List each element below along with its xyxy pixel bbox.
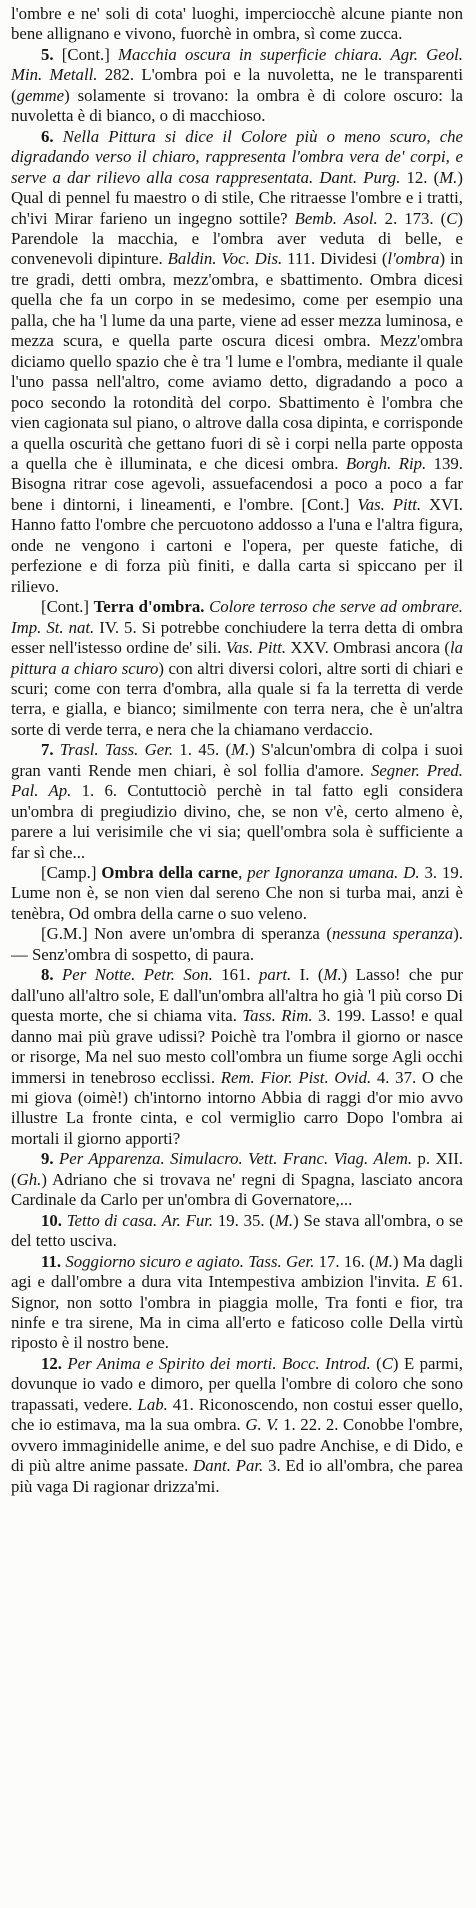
body-text: XVI. Hanno fatto l'ombre che percuotono addosso a l'una e l'altra figura, onde ne vengono i cartoni e l'opera, per queste fatiche, di perfezione e di forza più finiti, e dalla carta si spiccano per il rilievo. [11, 494, 464, 596]
body-text: ) solamente si trovano: la ombra è di colore oscuro: la nuvoletta è di bianco, o di macchioso. [11, 85, 463, 126]
italic-citation: Per Notte. Petr. Son. [62, 965, 213, 985]
dictionary-paragraph [11, 45, 463, 127]
body-text: [Camp.] [41, 863, 102, 883]
italic-citation: Bemb. Asol. [294, 208, 378, 228]
dictionary-paragraph [11, 127, 463, 597]
body-text: [G.M.] Non avere un'ombra di speranza ( [41, 924, 332, 944]
body-text: 111. Dividesi ( [282, 249, 388, 269]
body-text: ) con altri diversi colori, altre sorti di chiari e scuri; come con terra d'ombra, alla quale si fa la terretta di verde terra, e gialla, e bianco; similmente con terra nera, che è un'altra sorte di verde terra, e nera che la chiamano verdaccio. [11, 658, 463, 739]
dictionary-paragraph [11, 924, 463, 965]
body-text: I. ( [291, 965, 324, 985]
body-text: 1. 45. ( [173, 740, 232, 760]
sense-number-or-headword: 8. [41, 965, 54, 985]
italic-citation: Borgh. Rip. [345, 453, 427, 473]
dictionary-paragraph [11, 740, 463, 863]
dictionary-paragraph [11, 1211, 463, 1252]
body-text: XXV. Ombrasi ancora ( [286, 638, 450, 658]
body-text: 2. 173. ( [377, 208, 447, 228]
italic-citation: nessuna speranza [332, 924, 454, 944]
body-text: ) Lasso! che pur dall'uno all'altro sole, E dall'un'ombra all'altra ho già 'l più corso Di questa morte, che si chiama vita. [11, 965, 463, 1026]
body-text: 17. 16. ( [314, 1251, 375, 1271]
italic-citation: Vas. Pitt. [357, 494, 422, 514]
italic-citation: Soggiorno sicuro e agiato. Tass. Ger. [65, 1251, 315, 1271]
italic-citation: gemme [16, 85, 65, 105]
italic-citation: C [446, 208, 458, 228]
sense-number-or-headword: 11. [41, 1251, 62, 1271]
italic-citation: Trasl. Tass. Ger. [59, 740, 174, 760]
dictionary-paragraph [11, 1354, 463, 1497]
sense-number-or-headword: 12. [41, 1353, 62, 1373]
body-text [54, 127, 63, 146]
sense-number-or-headword: 7. [41, 740, 54, 760]
italic-citation: Vas. Pitt. [225, 638, 287, 658]
dictionary-paragraph [11, 4, 463, 45]
italic-citation: Colore terroso che serve ad ombrare. Imp. St. nat. [11, 597, 463, 637]
dictionary-paragraph [11, 863, 463, 924]
body-text: 3. Ed io all'ombra, che parea più vaga Di ragionar drizza'mi. [11, 1456, 463, 1496]
body-text: , [238, 863, 248, 883]
body-text: 61. Signor, non sotto l'ombra in piaggia molle, Tra fonti e fior, tra ninfe e tra sirene, Ma in cima all'erto e faticoso colle Della virtù riposto è il nostro bene. [11, 1272, 464, 1353]
italic-citation: M. [374, 1251, 393, 1271]
italic-citation: Baldin. Voc. Dis. [167, 249, 283, 269]
italic-citation: per Ignoranza umana. D. [247, 863, 420, 883]
sense-number-or-headword: Terra d'ombra. [93, 597, 205, 617]
body-text: 282. L'ombra poi e la nuvoletta, ne le transparenti ( [11, 65, 463, 105]
body-text: 4. 37. O che mi giova (oimè!) ch'intorno intorno Abbia di raggi d'or mio avvo illustre La fronte cinta, e col vermiglio carro Dopo l'ombra ai mortali il giorno apporti? [11, 1067, 463, 1148]
body-text: IV. 5. Si potrebbe conchiudere la terra detta di ombra esser nell'istesso ordine de' sili. [11, 617, 463, 658]
body-text [54, 965, 62, 984]
italic-citation: Per Apparenza. Simulacro. Vett. Franc. Viag. Alem. [59, 1149, 413, 1169]
italic-citation: M. [439, 167, 458, 187]
dictionary-paragraph [11, 1252, 463, 1354]
body-text: ) in tre gradi, detti ombra, mezz'ombra, e sbattimento. Ombra dicesi quella che fa un corpo in se medesimo, come per esempio una palla, che ha 'l lume da una parte, viene ad esser mezza luminosa, e mezza scura, e quella parte oscura dicesi ombra. Mezz'ombra diciamo quello spazio che è tra 'l lume e l'ombra, mediante il quale l'uno passa nell'altro, come aviamo detto, digradando a poco a poco secondo la rotondità del corpo. Sbattimento è l'ombra che vien cagionata sul piano, o altrove dalla cosa dipinta, e corrisponde a quella oscurità che gettano fuori di sè i corpi nella parte opposta a quella che è illuminata, e che dicesi ombra. [11, 249, 464, 473]
body-text: ) Adriano che si trovava ne' regni di Spagna, lasciato ancora Cardinale da Carlo per un'ombra di Governatore,... [11, 1169, 463, 1210]
italic-citation: Dant. Par. [193, 1456, 264, 1476]
italic-citation: M. [323, 965, 342, 985]
sense-number-or-headword: 10. [41, 1210, 62, 1230]
italic-citation: Lab. [137, 1394, 168, 1414]
body-text: [Cont.] [41, 597, 94, 617]
body-text: 1. 22. 2. Conobbe l'ombre, ovvero immaginidelle anime, e del suo padre Anchise, e di Dido, e di più altre anime passate. [11, 1415, 463, 1476]
body-text: ) Se stava all'ombra, o se del tetto usciva. [11, 1210, 463, 1251]
italic-citation: G. V. [245, 1415, 279, 1435]
sense-number-or-headword: 6. [41, 126, 54, 146]
italic-citation: Macchia oscura in superficie chiara. Agr. Geol. Min. Metall. [11, 44, 463, 85]
body-text: ) S'alcun'ombra di colpa i suoi gran vanti Rende men chiari, è sol follia d'amore. [11, 740, 463, 780]
body-text: ) Qual di pennel fu maestro o di stile, Che ritraesse l'ombre e i tratti, ch'ivi Mirar farieno un ingegno sottile? [11, 167, 463, 228]
italic-citation: la pittura a chiaro scuro [11, 638, 463, 678]
sense-number-or-headword: 5. [41, 44, 54, 64]
body-text: [Cont.] [53, 44, 119, 64]
sense-number-or-headword: 9. [41, 1149, 54, 1169]
body-text: ( [370, 1353, 382, 1373]
dictionary-paragraph [11, 597, 463, 740]
body-text: 19. 35. ( [213, 1210, 275, 1230]
italic-citation: Rem. Fior. Pist. Ovid. [220, 1067, 372, 1087]
italic-citation: M. [274, 1210, 294, 1230]
italic-citation: M. [231, 740, 250, 760]
italic-citation: Tetto di casa. Ar. Fur. [66, 1210, 214, 1230]
body-text: 41. Riconoscendo, non costui esser quello, che io estimava, ma la sua ombra. [11, 1394, 463, 1435]
body-text: ) Parendole la macchia, e l'ombra aver veduta di belle, e convenevoli dipinture. [11, 208, 463, 269]
body-text: p. XII. ( [11, 1149, 464, 1189]
italic-citation: part. [259, 965, 292, 985]
body-text: 3. 19. Lume non è, se non vien dal sereno Che non si turba mai, anzi è tenèbra, Od ombra della carne o suo veleno. [11, 863, 464, 923]
body-text: 12. ( [400, 167, 440, 187]
sense-number-or-headword: Ombra della carne [101, 863, 239, 883]
body-text: ) Ma dagli agi e dall'ombre a dura vita Intempestiva ambizion l'invita. [11, 1251, 463, 1292]
italic-citation: l'ombra [387, 249, 440, 269]
italic-citation: Nella Pittura si dice il Colore più o meno scuro, che digradando verso il chiaro, rappresenta l'ombra vera de' corpi, e serve a dar rilievo alla cosa rappresentata. Dant. Purg. [11, 126, 463, 187]
body-text: ) E parmi, dovunque io vado e dimoro, per quella l'ombre di coloro che sono trapassati, vedere. [11, 1353, 463, 1414]
italic-citation: Per Anima e Spirito dei morti. Bocc. Introd. [67, 1353, 371, 1373]
italic-citation: Gh. [16, 1169, 42, 1189]
italic-citation: E [425, 1272, 437, 1292]
dictionary-paragraph [11, 1149, 463, 1210]
body-text: l'ombre e ne' soli di cota' luoghi, imperciocchè alcune piante non bene allignano e vivono, fuorchè in ombra, sì come zucca. [11, 4, 463, 44]
italic-citation: C [381, 1353, 393, 1373]
body-text: 161. [212, 965, 260, 985]
italic-citation: Tass. Rim. [242, 1006, 313, 1026]
body-text: 139. Bisogna ritrar cose agevoli, assuefacendosi a poco a poco a far bene i dintorni, i lineamenti, e l'ombre. [Cont.] [11, 453, 463, 514]
italic-citation: Segner. Pred. Pal. Ap. [11, 760, 463, 801]
body-text: 1. 6. Contuttociò perchè in tal fatto egli considera un'ombra di pregiudizio divino, che, se non v'è, certo almeno è, parere a lui verisimile che vi sia; quell'ombra sola è sufficiente a far sì che... [11, 781, 463, 862]
body-text: ). — Senz'ombra di sospetto, di paura. [11, 924, 463, 964]
body-text: 3. 199. Lasso! e qual danno mai più grave udissi? Poichè tra l'ombra il giorno or nasce or risorge, Ma nel suo mesto coll'ombra un fiume sorge Agli occhi immersi in tenebroso ecclissi. [11, 1006, 463, 1087]
dictionary-paragraph [11, 965, 463, 1149]
